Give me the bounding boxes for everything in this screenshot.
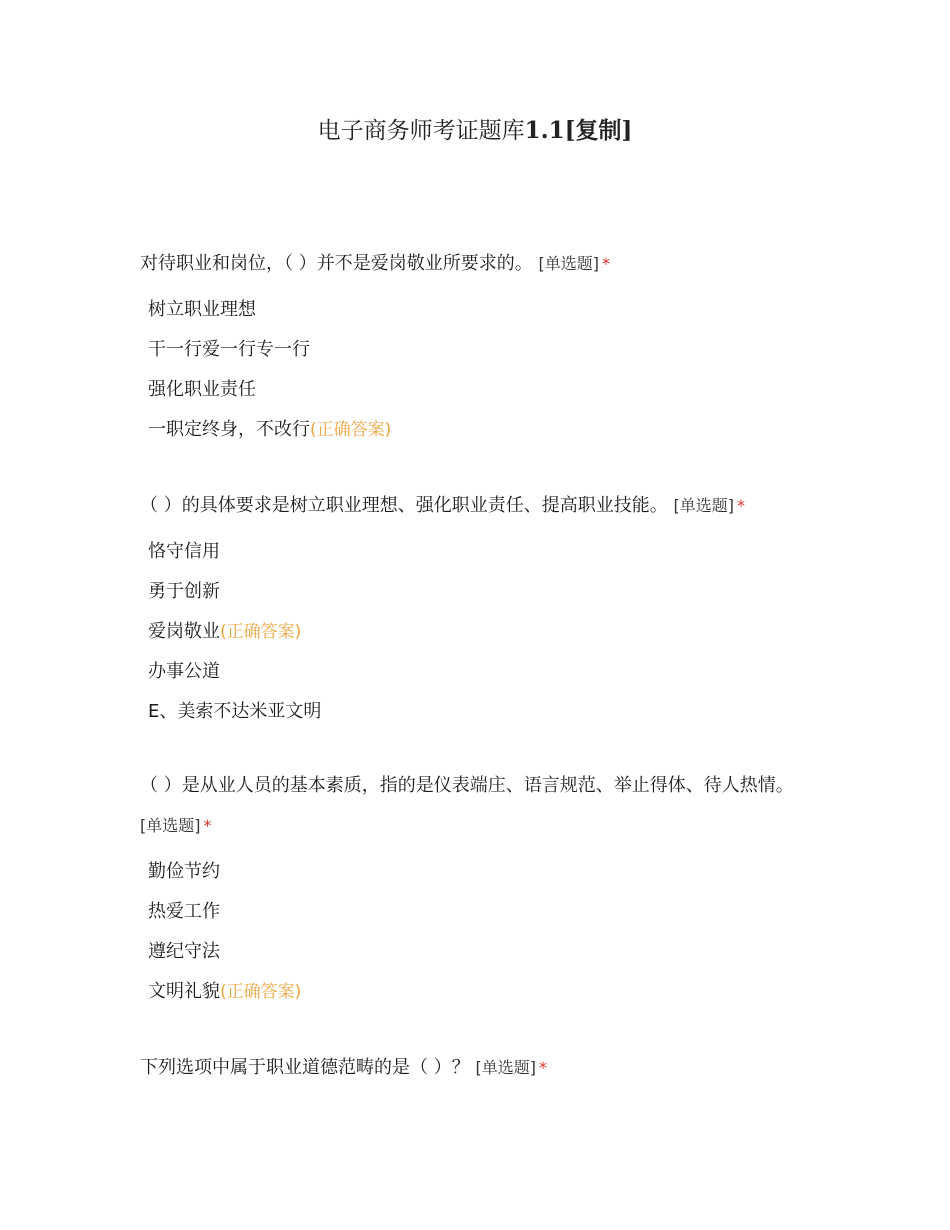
required-mark: * [601,254,610,273]
question-3 [140,766,800,846]
option-item[interactable] [148,370,788,410]
option-label: 干一行爱一行专一行 [148,339,310,360]
question-text: 对待职业和岗位，（ ）并不是爱岗敬业所要求的。 [140,253,533,274]
option-item[interactable] [148,290,788,330]
option-item[interactable] [148,972,788,1012]
required-mark: * [203,816,212,835]
question-1 [140,244,800,284]
option-item[interactable] [148,892,788,932]
option-label: 强化职业责任 [148,379,256,400]
question-type: [单选题] [140,816,201,835]
correct-answer-tag: (正确答案) [220,982,302,1002]
option-item[interactable] [148,652,788,692]
option-label: 恪守信用 [148,541,220,562]
question-text: （ ）的具体要求是树立职业理想、强化职业责任、提高职业技能。 [140,495,668,516]
option-label: 热爱工作 [148,901,220,922]
option-item[interactable] [148,532,788,572]
option-label: 遵纪守法 [148,941,220,962]
question-4 [140,1048,800,1088]
question-type: [单选题] [673,496,734,515]
options-2 [148,532,788,732]
option-item[interactable] [148,572,788,612]
required-mark: * [736,496,745,515]
question-type: [单选题] [475,1058,536,1077]
option-label: 文明礼貌 [148,981,220,1002]
option-label: 勤俭节约 [148,861,220,882]
option-label: 办事公道 [148,661,220,682]
option-label: E、美索不达米亚文明 [148,701,322,722]
question-text: （ ）是从业人员的基本素质，指的是仪表端庄、语言规范、举止得体、待人热情。 [140,775,794,796]
title-version: 1.1 [524,117,565,144]
page-title [0,112,950,145]
question-type: [单选题] [538,254,599,273]
option-label: 一职定终身，不改行 [148,419,310,440]
correct-answer-tag: (正确答案) [310,420,392,440]
title-text: 电子商务师考证题库 [317,118,525,144]
option-item[interactable] [148,852,788,892]
option-item[interactable] [148,612,788,652]
option-label: 勇于创新 [148,581,220,602]
options-1 [148,290,788,450]
option-item[interactable] [148,932,788,972]
question-text: 下列选项中属于职业道德范畴的是（ ）？ [140,1057,470,1078]
correct-answer-tag: (正确答案) [220,622,302,642]
title-suffix: [复制] [564,117,633,144]
option-item[interactable] [148,692,788,732]
option-label: 树立职业理想 [148,299,256,320]
question-2 [140,486,800,526]
option-label: 爱岗敬业 [148,621,220,642]
required-mark: * [538,1058,547,1077]
option-item[interactable] [148,410,788,450]
option-item[interactable] [148,330,788,370]
options-3 [148,852,788,1012]
